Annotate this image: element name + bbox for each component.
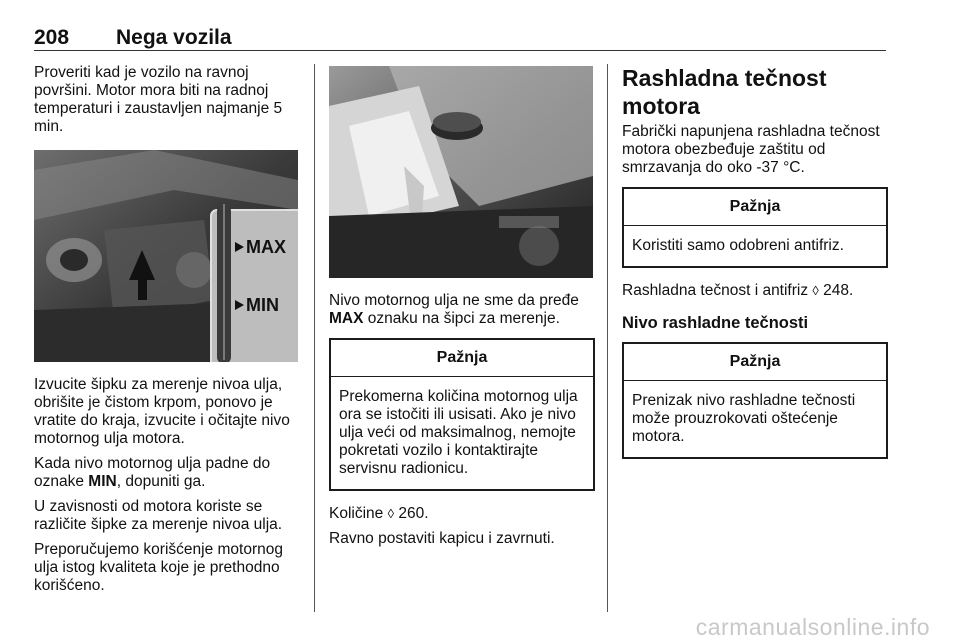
page-reference-icon: ◊ [387,506,395,521]
max-limit-text-pre: Nivo motornog ulja ne sme da pređe [329,292,579,309]
column-left [34,64,300,602]
recommend-paragraph: Preporučujemo korišćenje motornog ulja istog kvaliteta koje je prethodno korišćeno. [34,541,283,594]
coolant-heading: Rashladna tečnost motora [622,65,827,119]
dipstick-max-label: MAX [246,237,286,257]
max-limit-text-post: oznaku na šipci za merenje. [363,310,560,327]
column-right [622,64,888,473]
caution-body: Prenizak nivo rashladne tečnosti može prouzrokovati oštećenje motora. [632,392,856,445]
capacities-ref-label: Količine [329,505,384,522]
caution-box-oil [329,338,595,491]
dipstick-figure [34,150,298,362]
antifreeze-ref-page: 248. [823,282,854,299]
antifreeze-reference[interactable] [622,282,888,300]
page-number: 208 [34,26,70,49]
oil-fill-illustration [329,66,593,278]
caution-box-coolant-level [622,342,888,459]
page-header [34,26,886,50]
dipstick-min-label: MIN [246,295,279,315]
min-level-bold: MIN [88,473,117,490]
min-level-text-post: , dopuniti ga. [116,473,206,490]
watermark: carmanualsonline.info [695,614,930,640]
caution-body: Koristiti samo odobreni antifriz. [632,237,844,254]
column-middle [329,64,595,555]
oil-fill-figure [329,66,593,278]
min-level-text-pre: Kada nivo motornog ulja padne do oznake [34,455,271,490]
column-divider-2 [607,64,608,612]
page-reference-icon: ◊ [812,283,819,298]
column-divider-1 [314,64,315,612]
caution-title: Pažnja [624,189,886,226]
min-level-paragraph [34,455,300,491]
max-limit-paragraph [329,292,595,328]
capacities-reference[interactable] [329,505,595,523]
page-title: Nega vozila [116,26,232,49]
caution-title: Pažnja [624,344,886,381]
header-rule [34,50,886,51]
capacities-ref-page: 260. [398,505,429,522]
cap-paragraph: Ravno postaviti kapicu i zavrnuti. [329,530,555,547]
variants-paragraph: U zavisnosti od motora koriste se različite šipke za merenje nivoa ulja. [34,498,283,533]
antifreeze-ref-label: Rashladna tečnost i antifriz [622,282,809,299]
caution-body: Prekomerna količina motornog ulja ora se istočiti ili usisati. Ako je nivo ulja veći od maksimalnog, nemojte pokretati vozilo i kontaktirajte servisnu radionicu. [339,388,578,477]
intro-paragraph: Proveriti kad je vozilo na ravnoj površini. Motor mora biti na radnoj temperaturi i zaustavljen najmanje 5 min. [34,64,283,135]
caution-title: Pažnja [331,340,593,377]
pull-dipstick-paragraph: Izvucite šipku za merenje nivoa ulja, obrišite je čistom krpom, ponovo je vratite do kraja, izvucite i očitajte nivo motornog ulja motora. [34,376,290,447]
max-limit-bold: MAX [329,310,364,327]
coolant-level-subheading: Nivo rashladne tečnosti [622,314,809,332]
caution-box-antifreeze [622,187,888,268]
coolant-intro: Fabrički napunjena rashladna tečnost motora obezbeđuje zaštitu od smrzavanja do oko -37 °C. [622,123,880,176]
